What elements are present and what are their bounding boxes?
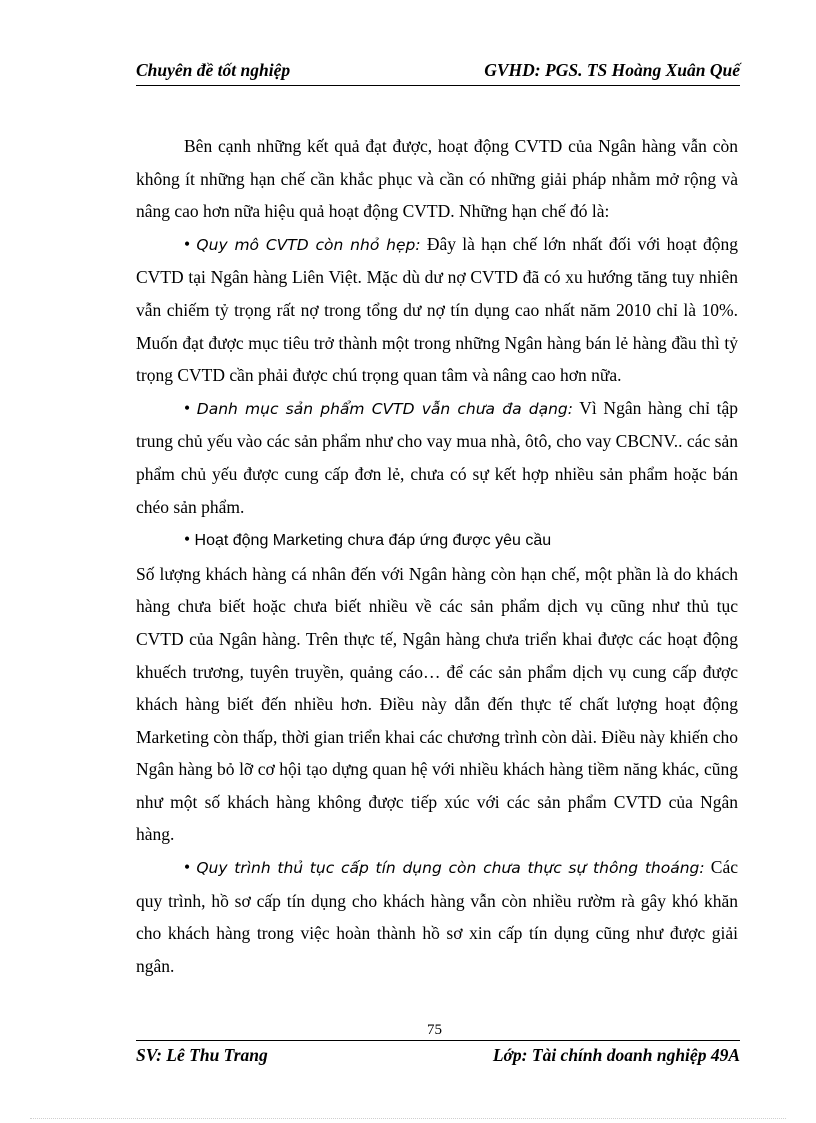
header-right: GVHD: PGS. TS Hoàng Xuân Quế xyxy=(484,60,740,80)
header-left: Chuyên đề tốt nghiệp xyxy=(136,60,291,80)
bullet-icon: • xyxy=(184,529,191,550)
page-footer xyxy=(136,1045,740,1071)
bullet-icon: • xyxy=(184,397,191,418)
bullet-title: Danh mục sản phẩm CVTD vẫn chưa đa dạng: xyxy=(196,399,573,418)
bullet-text: Vì Ngân hàng chỉ tập trung chủ yếu vào các sản phẩm như cho vay mua nhà, ôtô, cho vay CBCNV.. các sản phẩm chủ yếu được cung cấp đơn lẻ, chưa có sự kết hợp nhiều sản phẩm hoặc bán chéo sản phẩm. xyxy=(136,397,739,517)
footer-right: Lớp: Tài chính doanh nghiệp 49A xyxy=(492,1045,740,1065)
document-body xyxy=(136,130,738,982)
bullet-icon: • xyxy=(184,233,191,254)
bullet-item-marketing xyxy=(136,523,738,558)
footer-left: SV: Lê Thu Trang xyxy=(136,1045,268,1065)
header-rule xyxy=(136,85,740,86)
bullet-item-products xyxy=(136,392,738,523)
paragraph-marketing: Số lượng khách hàng cá nhân đến với Ngân hàng còn hạn chế, một phần là do khách hàng chưa biết hoặc chưa biết nhiều về các sản phẩm dịch vụ cũng như thủ tục CVTD của Ngân hàng. Trên thực tế, Ngân hàng chưa triển khai được các hoạt động khuếch trương, tuyên truyền, quảng cáo… để các sản phẩm dịch vụ cung cấp được khách hàng biết đến nhiều hơn. Điều này dẫn đến thực tế chất lượng hoạt động Marketing còn thấp, thời gian triển khai các chương trình còn dài. Điều này khiến cho Ngân hàng bỏ lỡ cơ hội tạo dựng quan hệ với nhiều khách hàng tiềm năng khác, cũng như một số khách hàng không được tiếp xúc với các sản phẩm CVTD của Ngân hàng. xyxy=(136,563,738,845)
bullet-icon: • xyxy=(184,857,191,878)
paragraph-intro: Bên cạnh những kết quả đạt được, hoạt động CVTD của Ngân hàng vẫn còn không ít những hạn chế cần khắc phục và cần có những giải pháp nhằm mở rộng và nâng cao hơn nữa hiệu quả hoạt động CVTD. Những hạn chế đó là: xyxy=(136,136,738,222)
bullet-title: Hoạt động Marketing chưa đáp ứng được yêu cầu xyxy=(194,532,552,550)
bullet-item-procedure xyxy=(136,851,738,982)
bullet-text: Các quy trình, hồ sơ cấp tín dụng cho khách hàng vẫn còn nhiều rườm rà gây khó khăn cho khách hàng trong việc hoàn thành hồ sơ xin cấp tín dụng cũng như được giải ngân. xyxy=(136,857,738,976)
bullet-item-scale xyxy=(136,228,738,392)
footer-rule xyxy=(136,1040,740,1041)
bullet-title: Quy mô CVTD còn nhỏ hẹp: xyxy=(196,235,421,254)
bullet-title: Quy trình thủ tục cấp tín dụng còn chưa thực sự thông thoáng: xyxy=(196,859,705,878)
page-number: 75 xyxy=(427,1022,442,1038)
bullet-text: Đây là hạn chế lớn nhất đối với hoạt động CVTD tại Ngân hàng Liên Việt. Mặc dù dư nợ CVTD đã có xu hướng tăng tuy nhiên vẫn chiếm tỷ trọng rất nợ trong tổng dư nợ tín dụng cao nhất năm 2010 chỉ là 10%. Muốn đạt được mục tiêu trở thành một trong những Ngân hàng bán lẻ hàng đầu thì tỷ trọng CVTD cần phải được chú trọng quan tâm và nâng cao hơn nữa. xyxy=(136,233,739,386)
page-edge-dots xyxy=(30,1118,786,1119)
page-header xyxy=(136,60,740,86)
